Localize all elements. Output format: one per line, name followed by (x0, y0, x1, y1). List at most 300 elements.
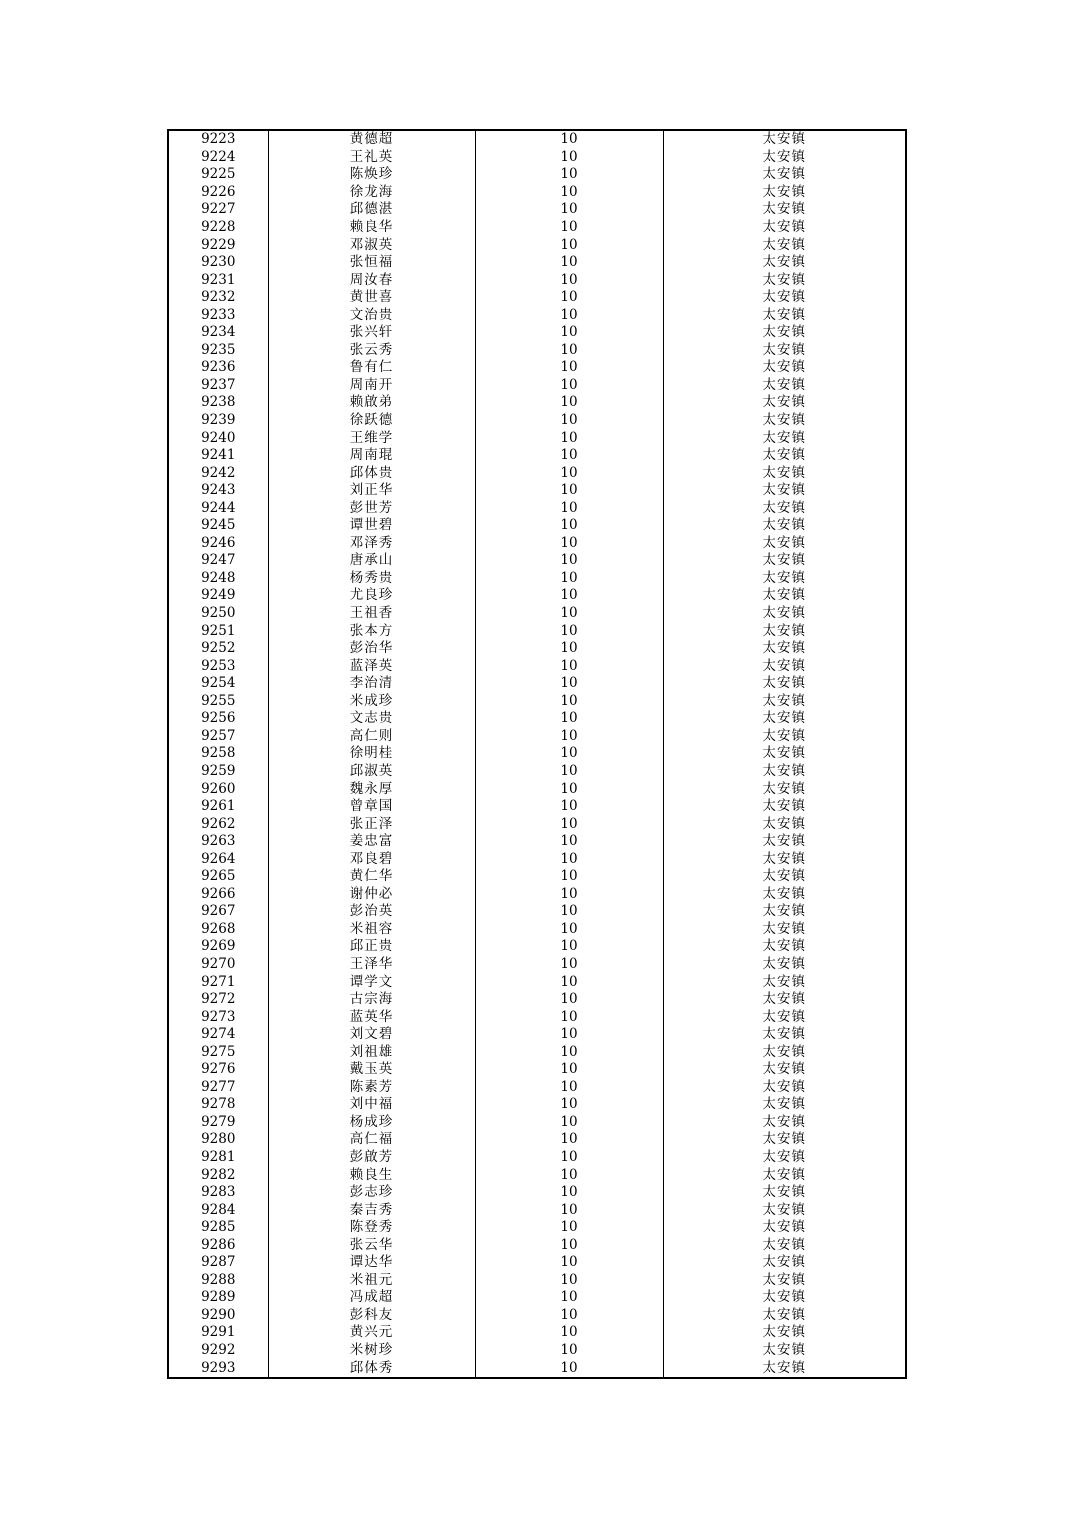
amount-cell: 10 (475, 657, 663, 675)
amount-cell: 10 (475, 482, 663, 500)
name-cell: 彭世芳 (268, 499, 475, 517)
row-number-cell: 9231 (168, 271, 268, 289)
table-row (168, 1043, 906, 1061)
name-cell: 米树珍 (268, 1342, 475, 1360)
row-number-cell: 9279 (168, 1114, 268, 1132)
town-cell: 太安镇 (663, 464, 906, 482)
town-cell: 太安镇 (663, 1131, 906, 1149)
amount-cell: 10 (475, 622, 663, 640)
table-row (168, 1149, 906, 1167)
amount-cell: 10 (475, 1166, 663, 1184)
town-cell: 太安镇 (663, 1043, 906, 1061)
town-cell: 太安镇 (663, 271, 906, 289)
row-number-cell: 9242 (168, 464, 268, 482)
amount-cell: 10 (475, 780, 663, 798)
row-number-cell: 9265 (168, 868, 268, 886)
table-row (168, 1061, 906, 1079)
amount-cell: 10 (475, 973, 663, 991)
amount-cell: 10 (475, 570, 663, 588)
table-row (168, 833, 906, 851)
town-cell: 太安镇 (663, 219, 906, 237)
town-cell: 太安镇 (663, 921, 906, 939)
name-cell: 冯成超 (268, 1289, 475, 1307)
row-number-cell: 9227 (168, 201, 268, 219)
town-cell: 太安镇 (663, 1026, 906, 1044)
table-row (168, 1289, 906, 1307)
amount-cell: 10 (475, 271, 663, 289)
name-cell: 邓淑英 (268, 236, 475, 254)
name-cell: 张恒福 (268, 254, 475, 272)
row-number-cell: 9261 (168, 798, 268, 816)
row-number-cell: 9238 (168, 394, 268, 412)
table-row (168, 868, 906, 886)
amount-cell: 10 (475, 1043, 663, 1061)
name-cell: 刘文碧 (268, 1026, 475, 1044)
table-row (168, 219, 906, 237)
amount-cell: 10 (475, 464, 663, 482)
amount-cell: 10 (475, 184, 663, 202)
row-number-cell: 9275 (168, 1043, 268, 1061)
name-cell: 刘正华 (268, 482, 475, 500)
town-cell: 太安镇 (663, 517, 906, 535)
table-row (168, 412, 906, 430)
town-cell: 太安镇 (663, 587, 906, 605)
name-cell: 黄德超 (268, 130, 475, 149)
town-cell: 太安镇 (663, 570, 906, 588)
row-number-cell: 9277 (168, 1079, 268, 1097)
amount-cell: 10 (475, 429, 663, 447)
table-row (168, 271, 906, 289)
town-cell: 太安镇 (663, 166, 906, 184)
amount-cell: 10 (475, 412, 663, 430)
row-number-cell: 9289 (168, 1289, 268, 1307)
row-number-cell: 9250 (168, 605, 268, 623)
amount-cell: 10 (475, 1026, 663, 1044)
town-cell: 太安镇 (663, 833, 906, 851)
table-row (168, 166, 906, 184)
name-cell: 米祖容 (268, 921, 475, 939)
row-number-cell: 9225 (168, 166, 268, 184)
table-row (168, 499, 906, 517)
row-number-cell: 9270 (168, 956, 268, 974)
row-number-cell: 9241 (168, 447, 268, 465)
row-number-cell: 9229 (168, 236, 268, 254)
row-number-cell: 9263 (168, 833, 268, 851)
town-cell: 太安镇 (663, 956, 906, 974)
table-row (168, 306, 906, 324)
row-number-cell: 9254 (168, 675, 268, 693)
name-cell: 谢仲必 (268, 886, 475, 904)
name-cell: 黄兴元 (268, 1324, 475, 1342)
row-number-cell: 9249 (168, 587, 268, 605)
row-number-cell: 9239 (168, 412, 268, 430)
amount-cell: 10 (475, 850, 663, 868)
town-cell: 太安镇 (663, 745, 906, 763)
town-cell: 太安镇 (663, 1289, 906, 1307)
name-cell: 尤良珍 (268, 587, 475, 605)
table-row (168, 149, 906, 167)
row-number-cell: 9236 (168, 359, 268, 377)
name-cell: 徐龙海 (268, 184, 475, 202)
town-cell: 太安镇 (663, 306, 906, 324)
town-cell: 太安镇 (663, 289, 906, 307)
town-cell: 太安镇 (663, 394, 906, 412)
row-number-cell: 9223 (168, 130, 268, 149)
table-row (168, 1254, 906, 1272)
table-row (168, 535, 906, 553)
town-cell: 太安镇 (663, 675, 906, 693)
amount-cell: 10 (475, 499, 663, 517)
amount-cell: 10 (475, 605, 663, 623)
town-cell: 太安镇 (663, 1201, 906, 1219)
table-row (168, 956, 906, 974)
row-number-cell: 9288 (168, 1272, 268, 1290)
row-number-cell: 9260 (168, 780, 268, 798)
town-cell: 太安镇 (663, 1079, 906, 1097)
name-cell: 邱体贵 (268, 464, 475, 482)
amount-cell: 10 (475, 640, 663, 658)
row-number-cell: 9282 (168, 1166, 268, 1184)
name-cell: 谭学文 (268, 973, 475, 991)
row-number-cell: 9247 (168, 552, 268, 570)
amount-cell: 10 (475, 921, 663, 939)
row-number-cell: 9224 (168, 149, 268, 167)
row-number-cell: 9290 (168, 1307, 268, 1325)
name-cell: 文治贵 (268, 306, 475, 324)
amount-cell: 10 (475, 517, 663, 535)
amount-cell: 10 (475, 1254, 663, 1272)
town-cell: 太安镇 (663, 798, 906, 816)
table-row (168, 815, 906, 833)
row-number-cell: 9255 (168, 693, 268, 711)
name-cell: 邓泽秀 (268, 535, 475, 553)
name-cell: 王礼英 (268, 149, 475, 167)
amount-cell: 10 (475, 289, 663, 307)
amount-cell: 10 (475, 868, 663, 886)
name-cell: 蓝泽英 (268, 657, 475, 675)
row-number-cell: 9292 (168, 1342, 268, 1360)
table-row (168, 763, 906, 781)
town-cell: 太安镇 (663, 342, 906, 360)
amount-cell: 10 (475, 1236, 663, 1254)
amount-cell: 10 (475, 956, 663, 974)
name-cell: 张正泽 (268, 815, 475, 833)
town-cell: 太安镇 (663, 1342, 906, 1360)
amount-cell: 10 (475, 1219, 663, 1237)
row-number-cell: 9283 (168, 1184, 268, 1202)
row-number-cell: 9259 (168, 763, 268, 781)
amount-cell: 10 (475, 342, 663, 360)
name-cell: 刘中福 (268, 1096, 475, 1114)
amount-cell: 10 (475, 201, 663, 219)
town-cell: 太安镇 (663, 254, 906, 272)
town-cell: 太安镇 (663, 710, 906, 728)
town-cell: 太安镇 (663, 622, 906, 640)
amount-cell: 10 (475, 745, 663, 763)
table-row (168, 991, 906, 1009)
amount-cell: 10 (475, 254, 663, 272)
table-row (168, 1219, 906, 1237)
row-number-cell: 9253 (168, 657, 268, 675)
row-number-cell: 9226 (168, 184, 268, 202)
row-number-cell: 9252 (168, 640, 268, 658)
row-number-cell: 9269 (168, 938, 268, 956)
town-cell: 太安镇 (663, 447, 906, 465)
name-cell: 李治清 (268, 675, 475, 693)
amount-cell: 10 (475, 763, 663, 781)
amount-cell: 10 (475, 1079, 663, 1097)
table-row (168, 254, 906, 272)
row-number-cell: 9267 (168, 903, 268, 921)
amount-cell: 10 (475, 552, 663, 570)
amount-cell: 10 (475, 219, 663, 237)
amount-cell: 10 (475, 587, 663, 605)
town-cell: 太安镇 (663, 868, 906, 886)
name-cell: 张云秀 (268, 342, 475, 360)
row-number-cell: 9258 (168, 745, 268, 763)
table-row (168, 552, 906, 570)
name-cell: 唐承山 (268, 552, 475, 570)
town-cell: 太安镇 (663, 359, 906, 377)
amount-cell: 10 (475, 166, 663, 184)
town-cell: 太安镇 (663, 903, 906, 921)
row-number-cell: 9293 (168, 1359, 268, 1378)
amount-cell: 10 (475, 1008, 663, 1026)
amount-cell: 10 (475, 359, 663, 377)
amount-cell: 10 (475, 535, 663, 553)
town-cell: 太安镇 (663, 1359, 906, 1378)
name-cell: 彭啟芳 (268, 1149, 475, 1167)
town-cell: 太安镇 (663, 1061, 906, 1079)
name-cell: 魏永厚 (268, 780, 475, 798)
name-cell: 赖良华 (268, 219, 475, 237)
row-number-cell: 9280 (168, 1131, 268, 1149)
table-row (168, 447, 906, 465)
town-cell: 太安镇 (663, 324, 906, 342)
row-number-cell: 9291 (168, 1324, 268, 1342)
row-number-cell: 9262 (168, 815, 268, 833)
table-row (168, 324, 906, 342)
amount-cell: 10 (475, 447, 663, 465)
name-cell: 邱淑英 (268, 763, 475, 781)
name-cell: 陈素芳 (268, 1079, 475, 1097)
name-cell: 彭治英 (268, 903, 475, 921)
town-cell: 太安镇 (663, 780, 906, 798)
table-row (168, 342, 906, 360)
row-number-cell: 9278 (168, 1096, 268, 1114)
row-number-cell: 9234 (168, 324, 268, 342)
name-cell: 杨成珍 (268, 1114, 475, 1132)
town-cell: 太安镇 (663, 184, 906, 202)
name-cell: 刘祖雄 (268, 1043, 475, 1061)
table-row (168, 289, 906, 307)
row-number-cell: 9268 (168, 921, 268, 939)
town-cell: 太安镇 (663, 552, 906, 570)
name-cell: 张云华 (268, 1236, 475, 1254)
table-row (168, 780, 906, 798)
table-row (168, 728, 906, 746)
name-cell: 蓝英华 (268, 1008, 475, 1026)
town-cell: 太安镇 (663, 728, 906, 746)
amount-cell: 10 (475, 1201, 663, 1219)
row-number-cell: 9271 (168, 973, 268, 991)
row-number-cell: 9285 (168, 1219, 268, 1237)
town-cell: 太安镇 (663, 1166, 906, 1184)
table-row (168, 1131, 906, 1149)
amount-cell: 10 (475, 1114, 663, 1132)
table-row (168, 657, 906, 675)
town-cell: 太安镇 (663, 640, 906, 658)
table-row (168, 1079, 906, 1097)
roster-table (167, 129, 907, 1379)
amount-cell: 10 (475, 815, 663, 833)
table-row (168, 605, 906, 623)
amount-cell: 10 (475, 324, 663, 342)
table-row (168, 1184, 906, 1202)
town-cell: 太安镇 (663, 377, 906, 395)
table-row (168, 377, 906, 395)
table-row (168, 675, 906, 693)
row-number-cell: 9240 (168, 429, 268, 447)
amount-cell: 10 (475, 1342, 663, 1360)
row-number-cell: 9233 (168, 306, 268, 324)
row-number-cell: 9264 (168, 850, 268, 868)
amount-cell: 10 (475, 1131, 663, 1149)
town-cell: 太安镇 (663, 1307, 906, 1325)
row-number-cell: 9248 (168, 570, 268, 588)
town-cell: 太安镇 (663, 1236, 906, 1254)
name-cell: 黄仁华 (268, 868, 475, 886)
name-cell: 王祖香 (268, 605, 475, 623)
amount-cell: 10 (475, 1359, 663, 1378)
town-cell: 太安镇 (663, 1324, 906, 1342)
roster-table-body (168, 130, 906, 1378)
name-cell: 秦吉秀 (268, 1201, 475, 1219)
town-cell: 太安镇 (663, 938, 906, 956)
table-row (168, 201, 906, 219)
amount-cell: 10 (475, 1324, 663, 1342)
row-number-cell: 9266 (168, 886, 268, 904)
table-row (168, 903, 906, 921)
name-cell: 周南琨 (268, 447, 475, 465)
amount-cell: 10 (475, 130, 663, 149)
town-cell: 太安镇 (663, 201, 906, 219)
table-row (168, 429, 906, 447)
table-row (168, 130, 906, 149)
table-row (168, 693, 906, 711)
amount-cell: 10 (475, 1307, 663, 1325)
table-row (168, 938, 906, 956)
town-cell: 太安镇 (663, 130, 906, 149)
town-cell: 太安镇 (663, 763, 906, 781)
town-cell: 太安镇 (663, 1272, 906, 1290)
table-row (168, 517, 906, 535)
amount-cell: 10 (475, 728, 663, 746)
table-row (168, 1342, 906, 1360)
amount-cell: 10 (475, 693, 663, 711)
name-cell: 古宗海 (268, 991, 475, 1009)
name-cell: 黄世喜 (268, 289, 475, 307)
town-cell: 太安镇 (663, 693, 906, 711)
row-number-cell: 9286 (168, 1236, 268, 1254)
amount-cell: 10 (475, 710, 663, 728)
town-cell: 太安镇 (663, 535, 906, 553)
table-row (168, 359, 906, 377)
table-row (168, 184, 906, 202)
amount-cell: 10 (475, 1149, 663, 1167)
name-cell: 周汝春 (268, 271, 475, 289)
amount-cell: 10 (475, 1096, 663, 1114)
name-cell: 姜忠富 (268, 833, 475, 851)
row-number-cell: 9246 (168, 535, 268, 553)
table-row (168, 886, 906, 904)
row-number-cell: 9274 (168, 1026, 268, 1044)
amount-cell: 10 (475, 1184, 663, 1202)
amount-cell: 10 (475, 1272, 663, 1290)
row-number-cell: 9276 (168, 1061, 268, 1079)
amount-cell: 10 (475, 886, 663, 904)
name-cell: 高仁则 (268, 728, 475, 746)
name-cell: 陈登秀 (268, 1219, 475, 1237)
name-cell: 邱德湛 (268, 201, 475, 219)
row-number-cell: 9251 (168, 622, 268, 640)
amount-cell: 10 (475, 306, 663, 324)
table-row (168, 1236, 906, 1254)
table-row (168, 622, 906, 640)
town-cell: 太安镇 (663, 1096, 906, 1114)
table-row (168, 921, 906, 939)
row-number-cell: 9230 (168, 254, 268, 272)
name-cell: 曾章国 (268, 798, 475, 816)
town-cell: 太安镇 (663, 991, 906, 1009)
amount-cell: 10 (475, 903, 663, 921)
amount-cell: 10 (475, 1061, 663, 1079)
table-row (168, 1114, 906, 1132)
town-cell: 太安镇 (663, 886, 906, 904)
name-cell: 王维学 (268, 429, 475, 447)
table-row (168, 1166, 906, 1184)
town-cell: 太安镇 (663, 1254, 906, 1272)
name-cell: 彭治华 (268, 640, 475, 658)
town-cell: 太安镇 (663, 482, 906, 500)
table-row (168, 570, 906, 588)
name-cell: 徐明桂 (268, 745, 475, 763)
amount-cell: 10 (475, 394, 663, 412)
row-number-cell: 9257 (168, 728, 268, 746)
row-number-cell: 9228 (168, 219, 268, 237)
town-cell: 太安镇 (663, 149, 906, 167)
town-cell: 太安镇 (663, 1184, 906, 1202)
name-cell: 张本方 (268, 622, 475, 640)
table-row (168, 640, 906, 658)
town-cell: 太安镇 (663, 973, 906, 991)
name-cell: 高仁福 (268, 1131, 475, 1149)
row-number-cell: 9243 (168, 482, 268, 500)
name-cell: 王泽华 (268, 956, 475, 974)
table-row (168, 1359, 906, 1378)
name-cell: 文志贵 (268, 710, 475, 728)
town-cell: 太安镇 (663, 815, 906, 833)
name-cell: 谭达华 (268, 1254, 475, 1272)
name-cell: 谭世碧 (268, 517, 475, 535)
name-cell: 米成珍 (268, 693, 475, 711)
amount-cell: 10 (475, 991, 663, 1009)
amount-cell: 10 (475, 675, 663, 693)
amount-cell: 10 (475, 1289, 663, 1307)
table-row (168, 1272, 906, 1290)
name-cell: 彭志珍 (268, 1184, 475, 1202)
row-number-cell: 9273 (168, 1008, 268, 1026)
